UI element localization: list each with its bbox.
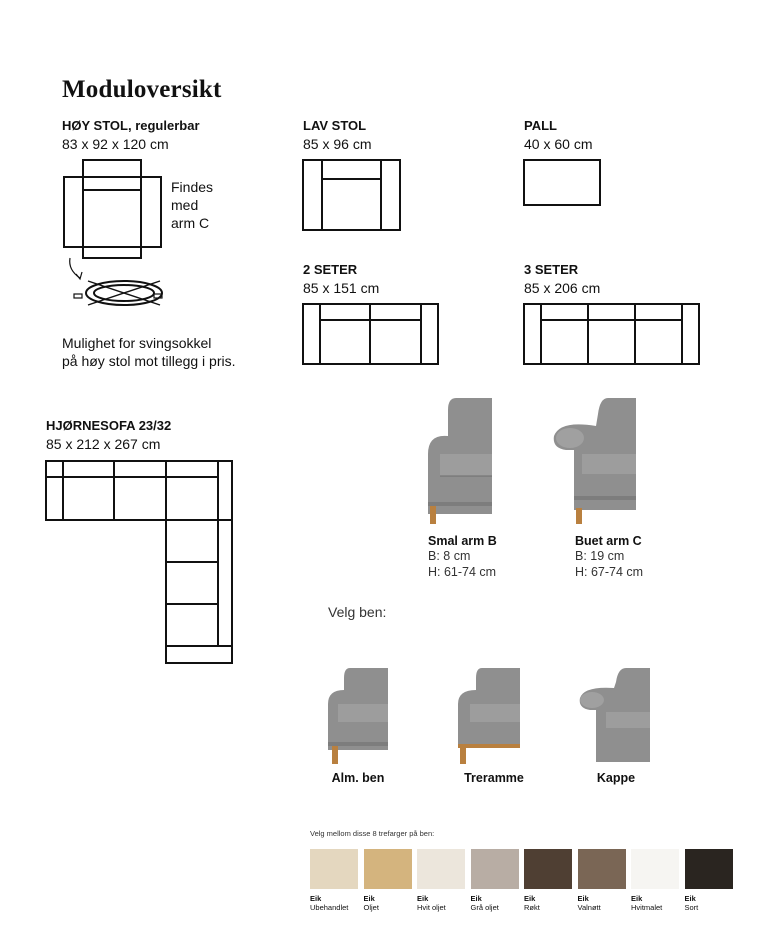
color-swatch-label — [417, 894, 471, 912]
color-finish: Hvitmalet — [631, 903, 663, 912]
module-name-lav-stol: LAV STOL — [303, 118, 367, 133]
module-name-3-seter: 3 SETER — [524, 262, 579, 277]
color-finish: Røkt — [524, 903, 540, 912]
arm-width: B: 19 cm — [575, 549, 625, 563]
color-swatch — [631, 849, 679, 889]
color-swatch-label — [524, 894, 578, 912]
module-name-2-seter: 2 SETER — [303, 262, 358, 277]
arm-c-info — [575, 534, 643, 580]
pall-diagram — [524, 160, 600, 205]
leg-label-alm: Alm. ben — [331, 771, 385, 785]
color-wood: Eik — [631, 894, 643, 903]
arm-height: H: 67-74 cm — [575, 565, 644, 579]
arm-b-image — [426, 396, 496, 526]
color-swatch — [524, 849, 572, 889]
color-swatch-label — [578, 894, 632, 912]
module-name-pall: PALL — [524, 118, 557, 133]
arm-width: B: 8 cm — [428, 549, 471, 563]
arm-name: Buet arm C — [575, 534, 642, 548]
color-swatch-label — [631, 894, 685, 912]
seter3-diagram — [524, 304, 699, 364]
module-name-hjornesofa: HJØRNESOFA 23/32 — [46, 418, 172, 433]
module-dims-lav-stol: 85 x 96 cm — [303, 136, 372, 152]
color-swatch-label — [310, 894, 364, 912]
module-name-hoy-stol: HØY STOL, regulerbar — [62, 118, 200, 133]
color-wood: Eik — [470, 894, 482, 903]
color-swatch — [471, 849, 519, 889]
color-finish: Grå oljet — [470, 903, 499, 912]
swivel-base-icon — [70, 258, 162, 305]
arm-height: H: 61-74 cm — [428, 565, 497, 579]
swivel-note-line: Mulighet for svingsokkel — [62, 335, 212, 351]
color-wood: Eik — [524, 894, 536, 903]
colors-intro: Velg mellom disse 8 trefarger på ben: — [310, 829, 435, 838]
color-swatch — [417, 849, 465, 889]
swivel-note — [62, 334, 236, 370]
page-title: Moduloversikt — [62, 76, 222, 103]
color-wood: Eik — [577, 894, 589, 903]
seter2-diagram — [303, 304, 438, 364]
note-line: Findes — [171, 179, 214, 195]
color-wood: Eik — [363, 894, 375, 903]
color-swatch-label — [364, 894, 418, 912]
color-finish: Valnøtt — [577, 903, 601, 912]
leg-kappe-image — [578, 668, 652, 768]
swivel-note-line: på høy stol mot tillegg i pris. — [62, 353, 236, 369]
arm-c-image — [552, 396, 638, 526]
color-wood: Eik — [417, 894, 429, 903]
note-line: arm C — [171, 215, 210, 231]
leg-label-kappe: Kappe — [596, 771, 636, 785]
leg-treramme-image — [456, 668, 522, 768]
module-dims-3-seter: 85 x 206 cm — [524, 280, 601, 296]
color-swatch-label — [685, 894, 739, 912]
module-dims-pall: 40 x 60 cm — [524, 136, 593, 152]
module-dims-hoy-stol: 83 x 92 x 120 cm — [62, 136, 169, 152]
color-wood: Eik — [684, 894, 696, 903]
arm-name: Smal arm B — [428, 534, 497, 548]
leg-label-treramme: Treramme — [464, 771, 524, 785]
hjornesofa-diagram — [46, 461, 232, 663]
arm-b-info — [428, 534, 497, 580]
color-finish: Ubehandlet — [310, 903, 349, 912]
hoy-stol-note — [171, 178, 213, 232]
color-finish: Sort — [684, 903, 699, 912]
color-swatch — [364, 849, 412, 889]
color-finish: Hvit oljet — [417, 903, 446, 912]
color-swatch-label — [471, 894, 525, 912]
lav-stol-diagram — [303, 160, 400, 230]
note-line: med — [171, 197, 199, 213]
module-dims-2-seter: 85 x 151 cm — [303, 280, 380, 296]
color-swatch — [578, 849, 626, 889]
hoy-stol-diagram — [64, 160, 161, 258]
color-finish: Oljet — [363, 903, 379, 912]
color-swatch — [685, 849, 733, 889]
leg-alm-image — [326, 668, 390, 768]
color-wood: Eik — [310, 894, 322, 903]
legs-heading: Velg ben: — [328, 604, 387, 620]
color-swatch — [310, 849, 358, 889]
module-dims-hjornesofa: 85 x 212 x 267 cm — [46, 436, 161, 452]
